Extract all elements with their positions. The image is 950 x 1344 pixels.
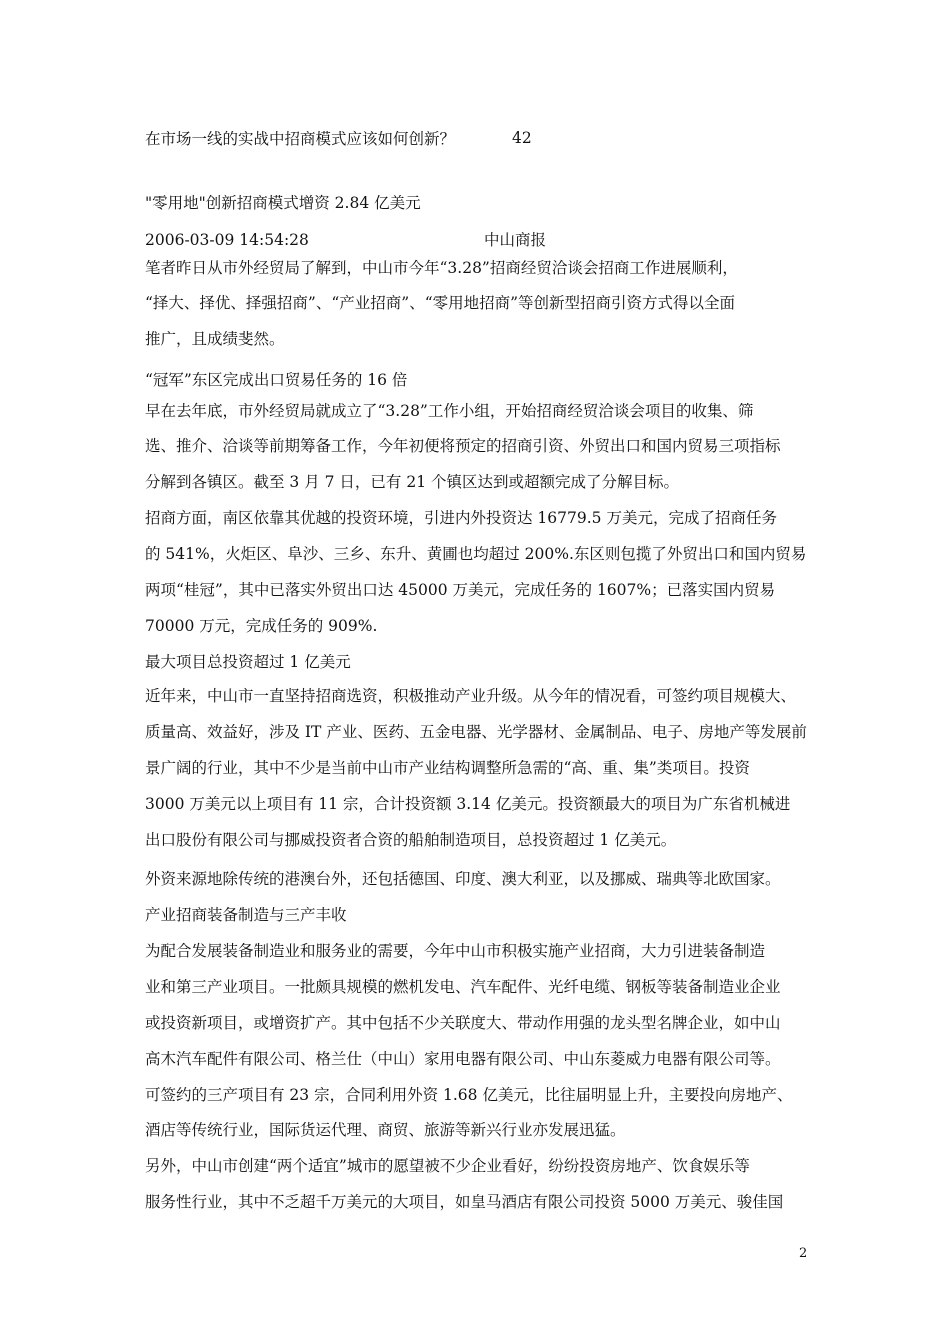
body-line: 业和第三产业项目。一批颇具规模的燃机发电、汽车配件、光纤电缆、钢板等装备制造业企业: [145, 978, 781, 996]
body-line: “冠军”东区完成出口贸易任务的 16 倍: [145, 371, 408, 389]
body-line: 另外，中山市创建“两个适宜”城市的愿望被不少企业看好，纷纷投资房地产、饮食娱乐等: [145, 1157, 750, 1175]
article-meta: [145, 230, 547, 250]
body-line: 服务性行业，其中不乏超千万美元的大项目，如皇马酒店有限公司投资 5000 万美元、骏佳国: [145, 1193, 784, 1211]
body-line: 70000 万元，完成任务的 909%.: [145, 617, 378, 635]
body-line: 笔者昨日从市外经贸局了解到，中山市今年“3.28”招商经贸洽谈会招商工作进展顺利，: [145, 259, 738, 277]
body-line: “择大、择优、择强招商”、“产业招商”、“零用地招商”等创新型招商引资方式得以全面: [145, 294, 736, 312]
body-line: 推广，且成绩斐然。: [145, 330, 285, 348]
body-line: 早在去年底，市外经贸局就成立了“3.28”工作小组，开始招商经贸洽谈会项目的收集、筛: [145, 402, 754, 420]
body-line: 产业招商装备制造与三产丰收: [145, 906, 347, 924]
body-line: 的 541%，火炬区、阜沙、三乡、东升、黄圃也均超过 200%.东区则包揽了外贸出口和国内贸易: [145, 545, 807, 563]
body-line: 分解到各镇区。截至 3 月 7 日，已有 21 个镇区达到或超额完成了分解目标。: [145, 473, 680, 491]
body-line: 质量高、效益好，涉及 IT 产业、医药、五金电器、光学器材、金属制品、电子、房地产等发展前: [145, 723, 807, 741]
body-line: 最大项目总投资超过 1 亿美元: [145, 653, 351, 671]
body-line: 酒店等传统行业，国际货运代理、商贸、旅游等新兴行业亦发展迅猛。: [145, 1121, 626, 1139]
article-source: 中山商报: [484, 231, 547, 249]
section-question: 在市场一线的实战中招商模式应该如何创新？: [145, 130, 456, 148]
body-line: 可签约的三产项目有 23 宗，合同利用外资 1.68 亿美元，比往届明显上升，主要投向房地产、: [145, 1086, 793, 1104]
body-line: 景广阔的行业，其中不少是当前中山市产业结构调整所急需的“高、重、集”类项目。投资: [145, 759, 750, 777]
article-date: 2006-03-09 14:54:28: [145, 231, 309, 249]
article-title: "零用地"创新招商模式增资 2.84 亿美元: [145, 194, 421, 212]
body-line: 近年来，中山市一直坚持招商选资，积极推动产业升级。从今年的情况看，可签约项目规模大、: [145, 687, 797, 705]
body-line: 两项“桂冠”，其中已落实外贸出口达 45000 万美元，完成任务的 1607%；已落实国内贸易: [145, 581, 776, 599]
body-line: 选、推介、洽谈等前期筹备工作，今年初便将预定的招商引资、外贸出口和国内贸易三项指标: [145, 437, 781, 455]
page-number: 2: [799, 1246, 808, 1261]
body-line: 出口股份有限公司与挪威投资者合资的船舶制造项目，总投资超过 1 亿美元。: [145, 831, 677, 849]
body-line: 高木汽车配件有限公司、格兰仕（中山）家用电器有限公司、中山东菱威力电器有限公司等。: [145, 1050, 781, 1068]
body-line: 为配合发展装备制造业和服务业的需要，今年中山市积极实施产业招商，大力引进装备制造: [145, 942, 766, 960]
body-line: 招商方面，南区依靠其优越的投资环境，引进内外投资达 16779.5 万美元，完成了招商任务: [145, 509, 777, 527]
body-line: 外资来源地除传统的港澳台外，还包括德国、印度、澳大利亚，以及挪威、瑞典等北欧国家。: [145, 870, 781, 888]
body-line: 或投资新项目，或增资扩产。其中包括不少关联度大、带动作用强的龙头型名牌企业，如中山: [145, 1014, 781, 1032]
body-line: 3000 万美元以上项目有 11 宗，合计投资额 3.14 亿美元。投资额最大的项目为广东省机械进: [145, 795, 791, 813]
question-page-number: 42: [512, 129, 532, 147]
